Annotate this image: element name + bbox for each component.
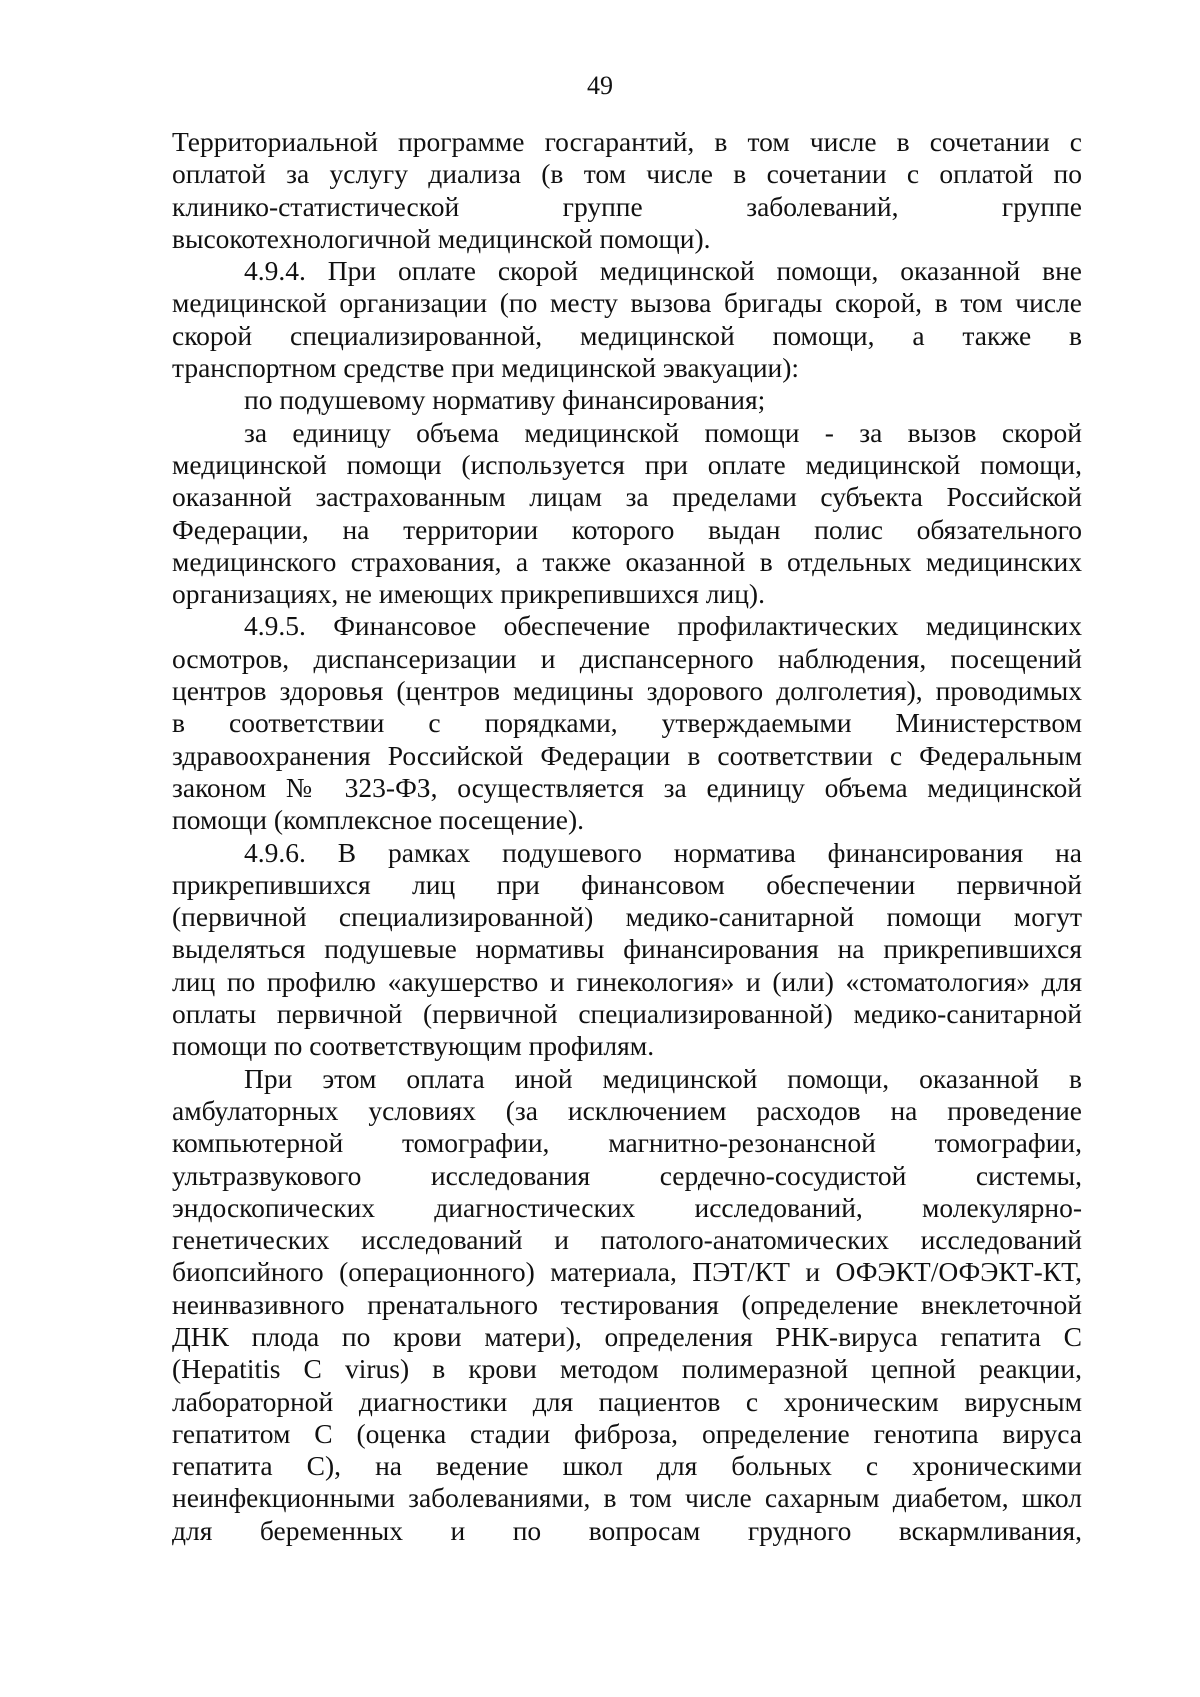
- text-line: клинико-статистической группе заболеваний, группе: [172, 190, 1082, 222]
- text-line: осмотров, диспансеризации и диспансерного наблюдения, посещений: [172, 642, 1082, 674]
- text-line: медицинской организации (по месту вызова бригады скорой, в том числе: [172, 287, 1082, 319]
- text-line: лиц по профилю «акушерство и гинекология» и (или) «стоматология» для: [172, 965, 1082, 997]
- text-line: законом № 323-ФЗ, осуществляется за единицу объема медицинской: [172, 771, 1082, 803]
- text-line: биопсийного (операционного) материала, ПЭТ/КТ и ОФЭКТ/ОФЭКТ-КТ,: [172, 1256, 1082, 1288]
- text-line: ДНК плода по крови матери), определения РНК-вируса гепатита С: [172, 1320, 1082, 1352]
- text-line: за единицу объема медицинской помощи - за вызов скорой: [244, 416, 1082, 448]
- text-line: центров здоровья (центров медицины здорового долголетия), проводимых: [172, 675, 1082, 707]
- text-line: по подушевому нормативу финансирования;: [244, 384, 766, 416]
- text-line: 4.9.4. При оплате скорой медицинской помощи, оказанной вне: [244, 255, 1082, 287]
- text-line: для беременных и по вопросам грудного вскармливания,: [172, 1514, 1082, 1546]
- text-line: лабораторной диагностики для пациентов с хроническим вирусным: [172, 1385, 1082, 1417]
- text-line: При этом оплата иной медицинской помощи, оказанной в: [244, 1062, 1082, 1094]
- text-line: гепатита С), на ведение школ для больных с хроническими: [172, 1450, 1082, 1482]
- text-line: ультразвукового исследования сердечно-сосудистой системы,: [172, 1159, 1082, 1191]
- text-line: эндоскопических диагностических исследований, молекулярно-: [172, 1191, 1082, 1223]
- text-line: в соответствии с порядками, утверждаемыми Министерством: [172, 707, 1082, 739]
- text-line: медицинской помощи (используется при оплате медицинской помощи,: [172, 448, 1082, 480]
- text-line: 4.9.6. В рамках подушевого норматива финансирования на: [244, 836, 1082, 868]
- text-line: Территориальной программе госгарантий, в том числе в сочетании с: [172, 126, 1082, 157]
- text-line: организациях, не имеющих прикрепившихся лиц).: [172, 578, 765, 610]
- text-line: оплаты первичной (первичной специализированной) медико-санитарной: [172, 998, 1082, 1030]
- text-line: амбулаторных условиях (за исключением расходов на проведение: [172, 1094, 1082, 1126]
- page-number: 49: [587, 71, 613, 100]
- text-line: компьютерной томографии, магнитно-резонансной томографии,: [172, 1127, 1082, 1159]
- text-line: транспортном средстве при медицинской эвакуации):: [172, 352, 800, 384]
- text-line: неинвазивного пренатального тестирования (определение внеклеточной: [172, 1288, 1082, 1320]
- text-line: скорой специализированной, медицинской помощи, а также в: [172, 319, 1082, 351]
- text-line: Федерации, на территории которого выдан полис обязательного: [172, 513, 1082, 545]
- text-line: генетических исследований и патолого-анатомических исследований: [172, 1224, 1082, 1256]
- text-line: прикрепившихся лиц при финансовом обеспечении первичной: [172, 868, 1082, 900]
- text-line: помощи (комплексное посещение).: [172, 804, 584, 836]
- text-line: оказанной застрахованным лицам за пределами субъекта Российской: [172, 481, 1082, 513]
- text-line: (Hepatitis C virus) в крови методом полимеразной цепной реакции,: [172, 1353, 1082, 1385]
- document-body: [172, 126, 1082, 1547]
- text-line: выделяться подушевые нормативы финансирования на прикрепившихся: [172, 933, 1082, 965]
- text-line: медицинского страхования, а также оказанной в отдельных медицинских: [172, 545, 1082, 577]
- text-line: высокотехнологичной медицинской помощи).: [172, 222, 711, 254]
- text-line: гепатитом С (оценка стадии фиброза, определение генотипа вируса: [172, 1417, 1082, 1449]
- text-line: оплатой за услугу диализа (в том числе в сочетании с оплатой по: [172, 158, 1082, 190]
- text-line: помощи по соответствующим профилям.: [172, 1030, 655, 1062]
- text-line: (первичной специализированной) медико-санитарной помощи могут: [172, 901, 1082, 933]
- text-line: здравоохранения Российской Федерации в соответствии с Федеральным: [172, 739, 1082, 771]
- text-line: неинфекционными заболеваниями, в том числе сахарным диабетом, школ: [172, 1482, 1082, 1514]
- text-line: 4.9.5. Финансовое обеспечение профилактических медицинских: [244, 610, 1082, 642]
